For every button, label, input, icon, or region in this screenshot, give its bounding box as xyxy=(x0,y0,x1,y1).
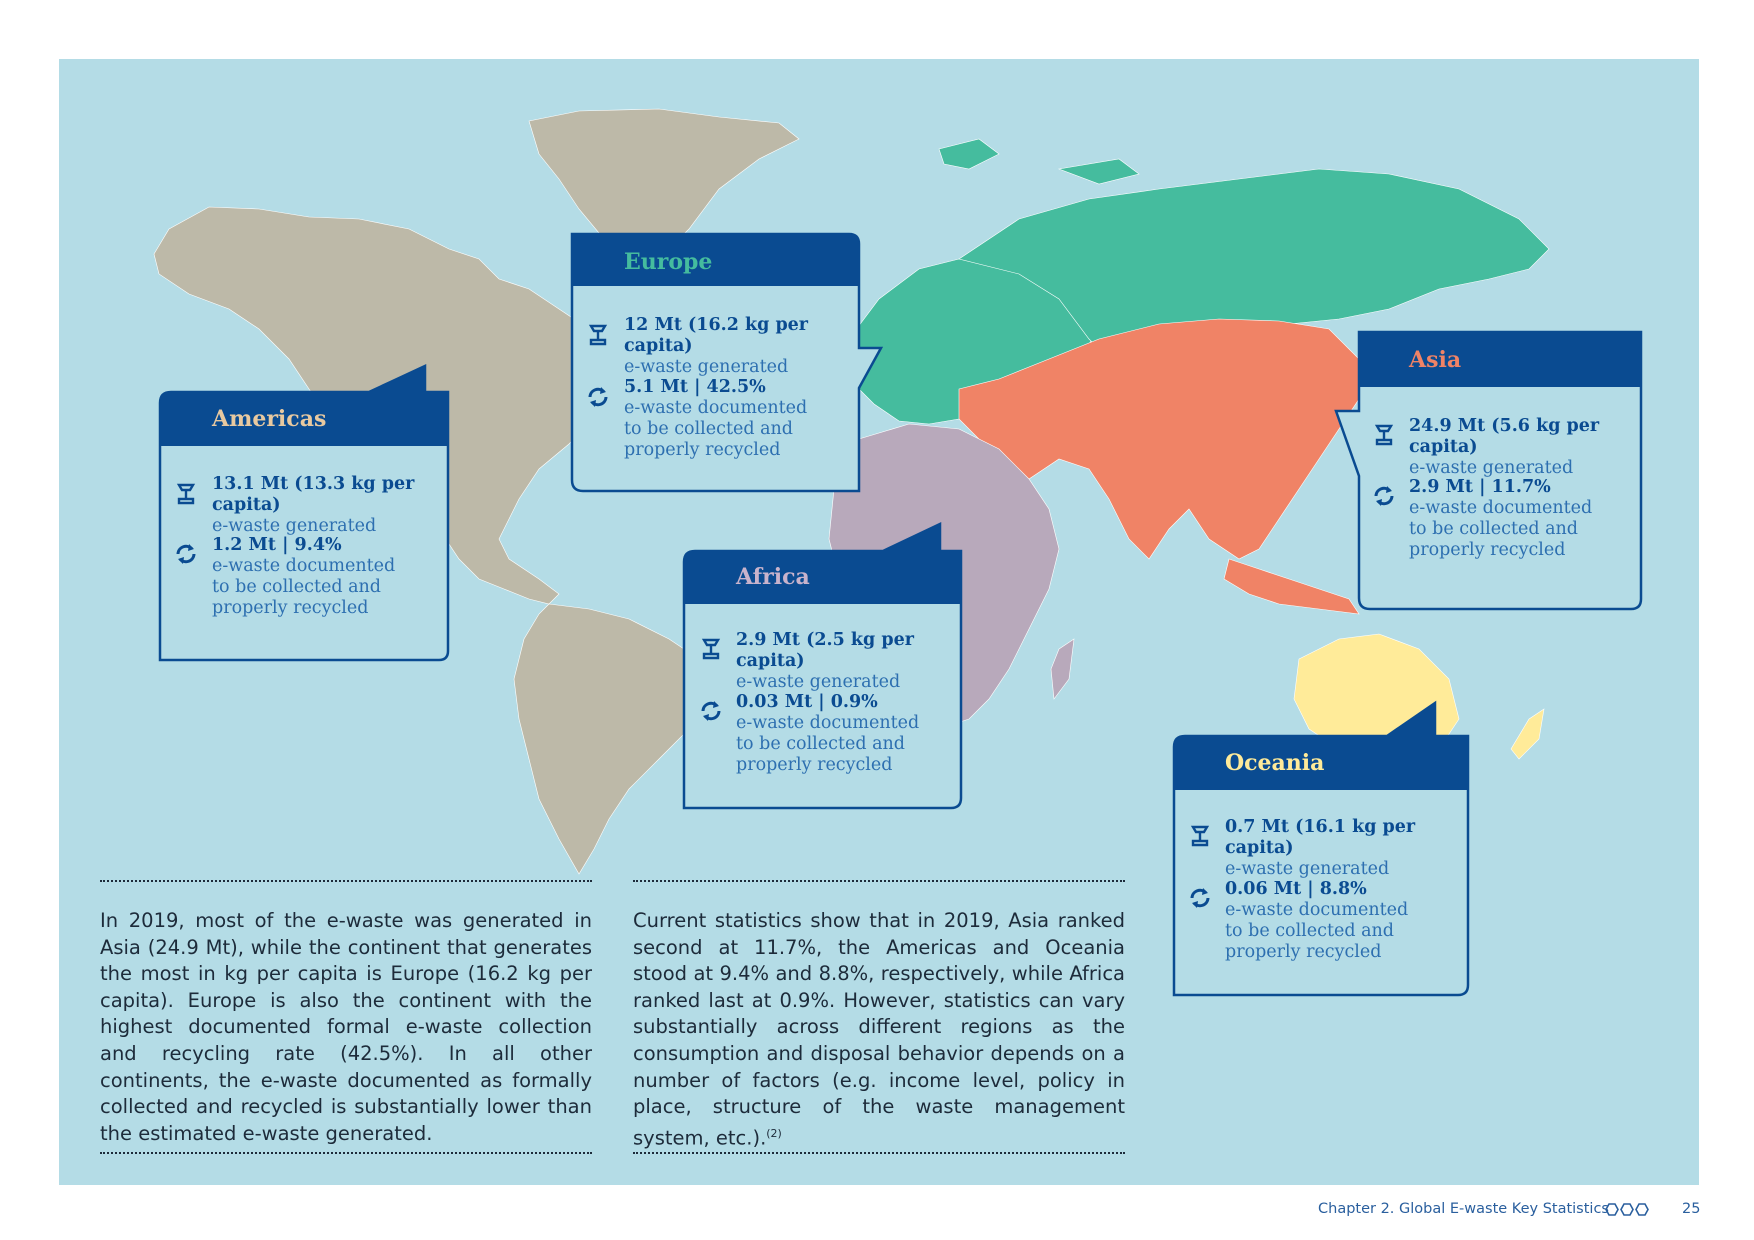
americas-generated-stat xyxy=(212,474,447,537)
africa-card xyxy=(683,550,963,810)
recycle-icon xyxy=(173,541,199,567)
left-paragraph: In 2019, most of the e-waste was generated in Asia (24.9 Mt), while the continent that generates the most in kg per capita is Europe (16.2 kg per capita). Europe is also the continent with the highest documented formal e-waste collection and recycling rate (42.5%). In all other continents, the e-waste documented as formally collected and recycled is substantially lower than the estimated e-waste generated. xyxy=(100,909,592,1145)
europe-card xyxy=(571,233,861,493)
asia-collected-stat xyxy=(1409,477,1641,561)
oceania-collected-stat xyxy=(1225,879,1465,963)
oceania-generated-stat xyxy=(1225,817,1465,880)
oceania-card xyxy=(1173,735,1469,997)
new-zealand-shape xyxy=(1511,709,1544,759)
asia-card xyxy=(1358,331,1642,610)
scale-icon xyxy=(585,322,611,348)
europe-generated-label: e-waste generated xyxy=(624,357,789,377)
asia-collected-value: 2.9 Mt | 11.7% xyxy=(1409,477,1551,497)
recycle-icon xyxy=(1187,885,1213,911)
africa-generated-stat xyxy=(736,630,961,693)
south-america-shape xyxy=(514,604,704,874)
europe-collected-label: e-waste documented to be collected and properly recycled xyxy=(624,398,808,460)
arctic-islands-shape-2 xyxy=(1059,159,1139,184)
indonesia-shape xyxy=(1224,559,1359,614)
europe-generated-stat xyxy=(624,315,859,378)
left-top-divider xyxy=(100,880,592,882)
map-panel xyxy=(59,59,1699,1185)
right-bottom-divider xyxy=(633,1152,1125,1154)
scale-icon xyxy=(1187,823,1213,849)
europe-collected-stat xyxy=(624,377,854,461)
asia-collected-label: e-waste documented to be collected and properly recycled xyxy=(1409,498,1593,560)
europe-generated-value: 12 Mt (16.2 kg per capita) xyxy=(624,315,809,356)
oceania-generated-value: 0.7 Mt (16.1 kg per capita) xyxy=(1225,817,1416,858)
asia-generated-label: e-waste generated xyxy=(1409,458,1574,478)
right-paragraph-text: Current statistics show that in 2019, Asia ranked second at 11.7%, the Americas and Oceania stood at 9.4% and 8.8%, respectively, while Africa ranked last at 0.9%. However, statistics can vary substantially across different regions as the consumption and disposal behavior depends on a number of factors (e.g. income level, policy in place, structure of the waste management system, etc.). xyxy=(633,909,1125,1150)
scale-icon xyxy=(1371,422,1397,448)
africa-title: Africa xyxy=(736,564,810,590)
page-number: 25 xyxy=(1682,1201,1701,1217)
right-top-divider xyxy=(633,880,1125,882)
africa-generated-label: e-waste generated xyxy=(736,672,901,692)
americas-generated-label: e-waste generated xyxy=(212,516,377,536)
americas-generated-value: 13.1 Mt (13.3 kg per capita) xyxy=(212,474,415,515)
africa-collected-stat xyxy=(736,692,961,776)
left-bottom-divider xyxy=(100,1152,592,1154)
scale-icon xyxy=(173,481,199,507)
africa-collected-label: e-waste documented to be collected and properly recycled xyxy=(736,713,920,775)
recycle-icon xyxy=(698,698,724,724)
americas-card xyxy=(159,391,449,661)
recycle-icon xyxy=(585,384,611,410)
hexagons-icon xyxy=(1603,1201,1653,1218)
americas-collected-value: 1.2 Mt | 9.4% xyxy=(212,535,342,555)
europe-title: Europe xyxy=(624,249,713,275)
asia-generated-value: 24.9 Mt (5.6 kg per capita) xyxy=(1409,416,1600,457)
americas-collected-label: e-waste documented to be collected and properly recycled xyxy=(212,556,396,618)
oceania-collected-label: e-waste documented to be collected and properly recycled xyxy=(1225,900,1409,962)
arctic-islands-shape xyxy=(939,139,999,169)
madagascar-shape xyxy=(1051,639,1074,699)
footnote-reference[interactable]: (2) xyxy=(766,1126,782,1140)
recycle-icon xyxy=(1371,483,1397,509)
europe-collected-value: 5.1 Mt | 42.5% xyxy=(624,377,766,397)
asia-generated-stat xyxy=(1409,416,1641,479)
oceania-generated-label: e-waste generated xyxy=(1225,859,1390,879)
americas-collected-stat xyxy=(212,535,442,619)
right-paragraph xyxy=(633,908,1125,1152)
oceania-title: Oceania xyxy=(1225,750,1325,776)
asia-title: Asia xyxy=(1409,347,1462,373)
africa-collected-value: 0.03 Mt | 0.9% xyxy=(736,692,878,712)
chapter-footer: Chapter 2. Global E-waste Key Statistics xyxy=(1318,1201,1609,1217)
oceania-collected-value: 0.06 Mt | 8.8% xyxy=(1225,879,1367,899)
africa-generated-value: 2.9 Mt (2.5 kg per capita) xyxy=(736,630,914,671)
scale-icon xyxy=(698,636,724,662)
americas-title: Americas xyxy=(212,406,327,432)
